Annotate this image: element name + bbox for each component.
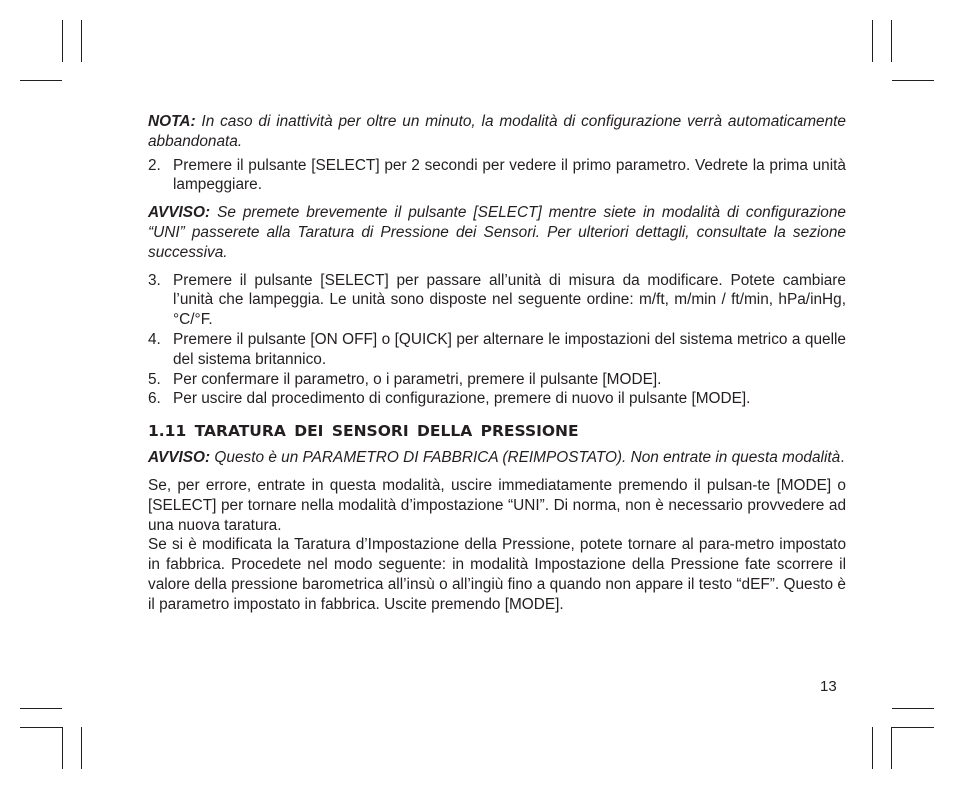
crop-mark-bottom-left-v2	[81, 727, 82, 769]
list-item	[148, 330, 846, 370]
crop-mark-top-left-v2	[81, 20, 82, 62]
avviso-paragraph	[148, 203, 846, 262]
crop-mark-bottom-right-h2	[892, 727, 934, 728]
crop-mark-top-right-v1	[872, 20, 873, 62]
list-item	[148, 389, 846, 409]
list-item-text: Per confermare il parametro, o i parametri, premere il pulsante [MODE].	[173, 370, 662, 388]
crop-mark-bottom-left-h2	[20, 727, 62, 728]
crop-mark-bottom-right-v2	[891, 727, 892, 769]
body-paragraph: Se si è modificata la Taratura d’Impostazione della Pressione, potete tornare al para-metro impostato in fabbrica. Procedete nel modo seguente: in modalità Impostazione della Pressione fate scorrere il valore della pressione barometrica all’insù o all’ingiù fino a quando non appare il testo “dEF”. Questo è il parametro impostato in fabbrica. Uscite premendo [MODE].	[148, 536, 846, 613]
nota-paragraph	[148, 112, 846, 152]
list-item-text: Per uscire dal procedimento di configurazione, premere di nuovo il pulsante [MODE].	[173, 390, 751, 408]
crop-mark-top-right-v2	[891, 20, 892, 62]
body-paragraph: Se, per errore, entrate in questa modalità, uscire immediatamente premendo il pulsan-te [MODE] o [SELECT] per tornare nella modalità d’impostazione “UNI”. Di norma, non è necessario provvedere ad una nuova taratura.	[148, 476, 846, 534]
avviso-label: AVVISO:	[148, 204, 211, 222]
crop-mark-bottom-right-v1	[872, 727, 873, 769]
crop-mark-bottom-left-h	[20, 708, 62, 709]
page-number: 13	[820, 678, 837, 695]
avviso-text: Questo è un PARAMETRO DI FABBRICA (REIMPOSTATO). Non entrate in questa modalità	[210, 449, 841, 467]
crop-mark-bottom-right-h	[892, 708, 934, 709]
list-item	[148, 370, 846, 390]
list-item-number: 4.	[148, 330, 161, 348]
crop-mark-bottom-left-v1	[62, 727, 63, 769]
list-item-text: Premere il pulsante [ON OFF] o [QUICK] per alternare le impostazioni del sistema metrico a quelle del sistema britannico.	[173, 330, 846, 368]
list-item	[148, 271, 846, 330]
list-item	[148, 156, 846, 196]
avviso-text: Se premete brevemente il pulsante [SELECT] mentre siete in modalità di configurazione “UNI” passerete alla Taratura di Pressione dei Sensori. Per ulteriori dettagli, consultate la sezione successiva.	[148, 204, 846, 261]
list-item-number: 6.	[148, 390, 161, 408]
list-item-number: 5.	[148, 370, 161, 388]
list-item-text: Premere il pulsante [SELECT] per 2 secondi per vedere il primo parametro. Vedrete la prima unità lampeggiare.	[173, 156, 846, 194]
list-item-number: 2.	[148, 156, 161, 174]
nota-text: In caso di inattività per oltre un minuto, la modalità di configurazione verrà automaticamente abbandonata.	[148, 113, 846, 150]
avviso-label: AVVISO:	[148, 449, 211, 467]
crop-mark-top-left-v1	[62, 20, 63, 62]
avviso-paragraph	[148, 448, 846, 468]
section-title: 1.11 TARATURA DEI SENSORI DELLA PRESSIONE	[148, 422, 579, 441]
avviso-tail: .	[840, 449, 845, 467]
list-item-text: Premere il pulsante [SELECT] per passare all’unità di misura da modificare. Potete cambiare l’unità che lampeggia. Le unità sono disposte nel seguente ordine: m/ft, m/min / ft/min, hPa/inHg, °C/°F.	[173, 271, 846, 329]
nota-label: NOTA:	[148, 113, 196, 130]
crop-mark-top-right-h	[892, 80, 934, 81]
list-item-number: 3.	[148, 271, 161, 289]
crop-mark-top-left-h	[20, 80, 62, 81]
page-content	[148, 112, 846, 615]
